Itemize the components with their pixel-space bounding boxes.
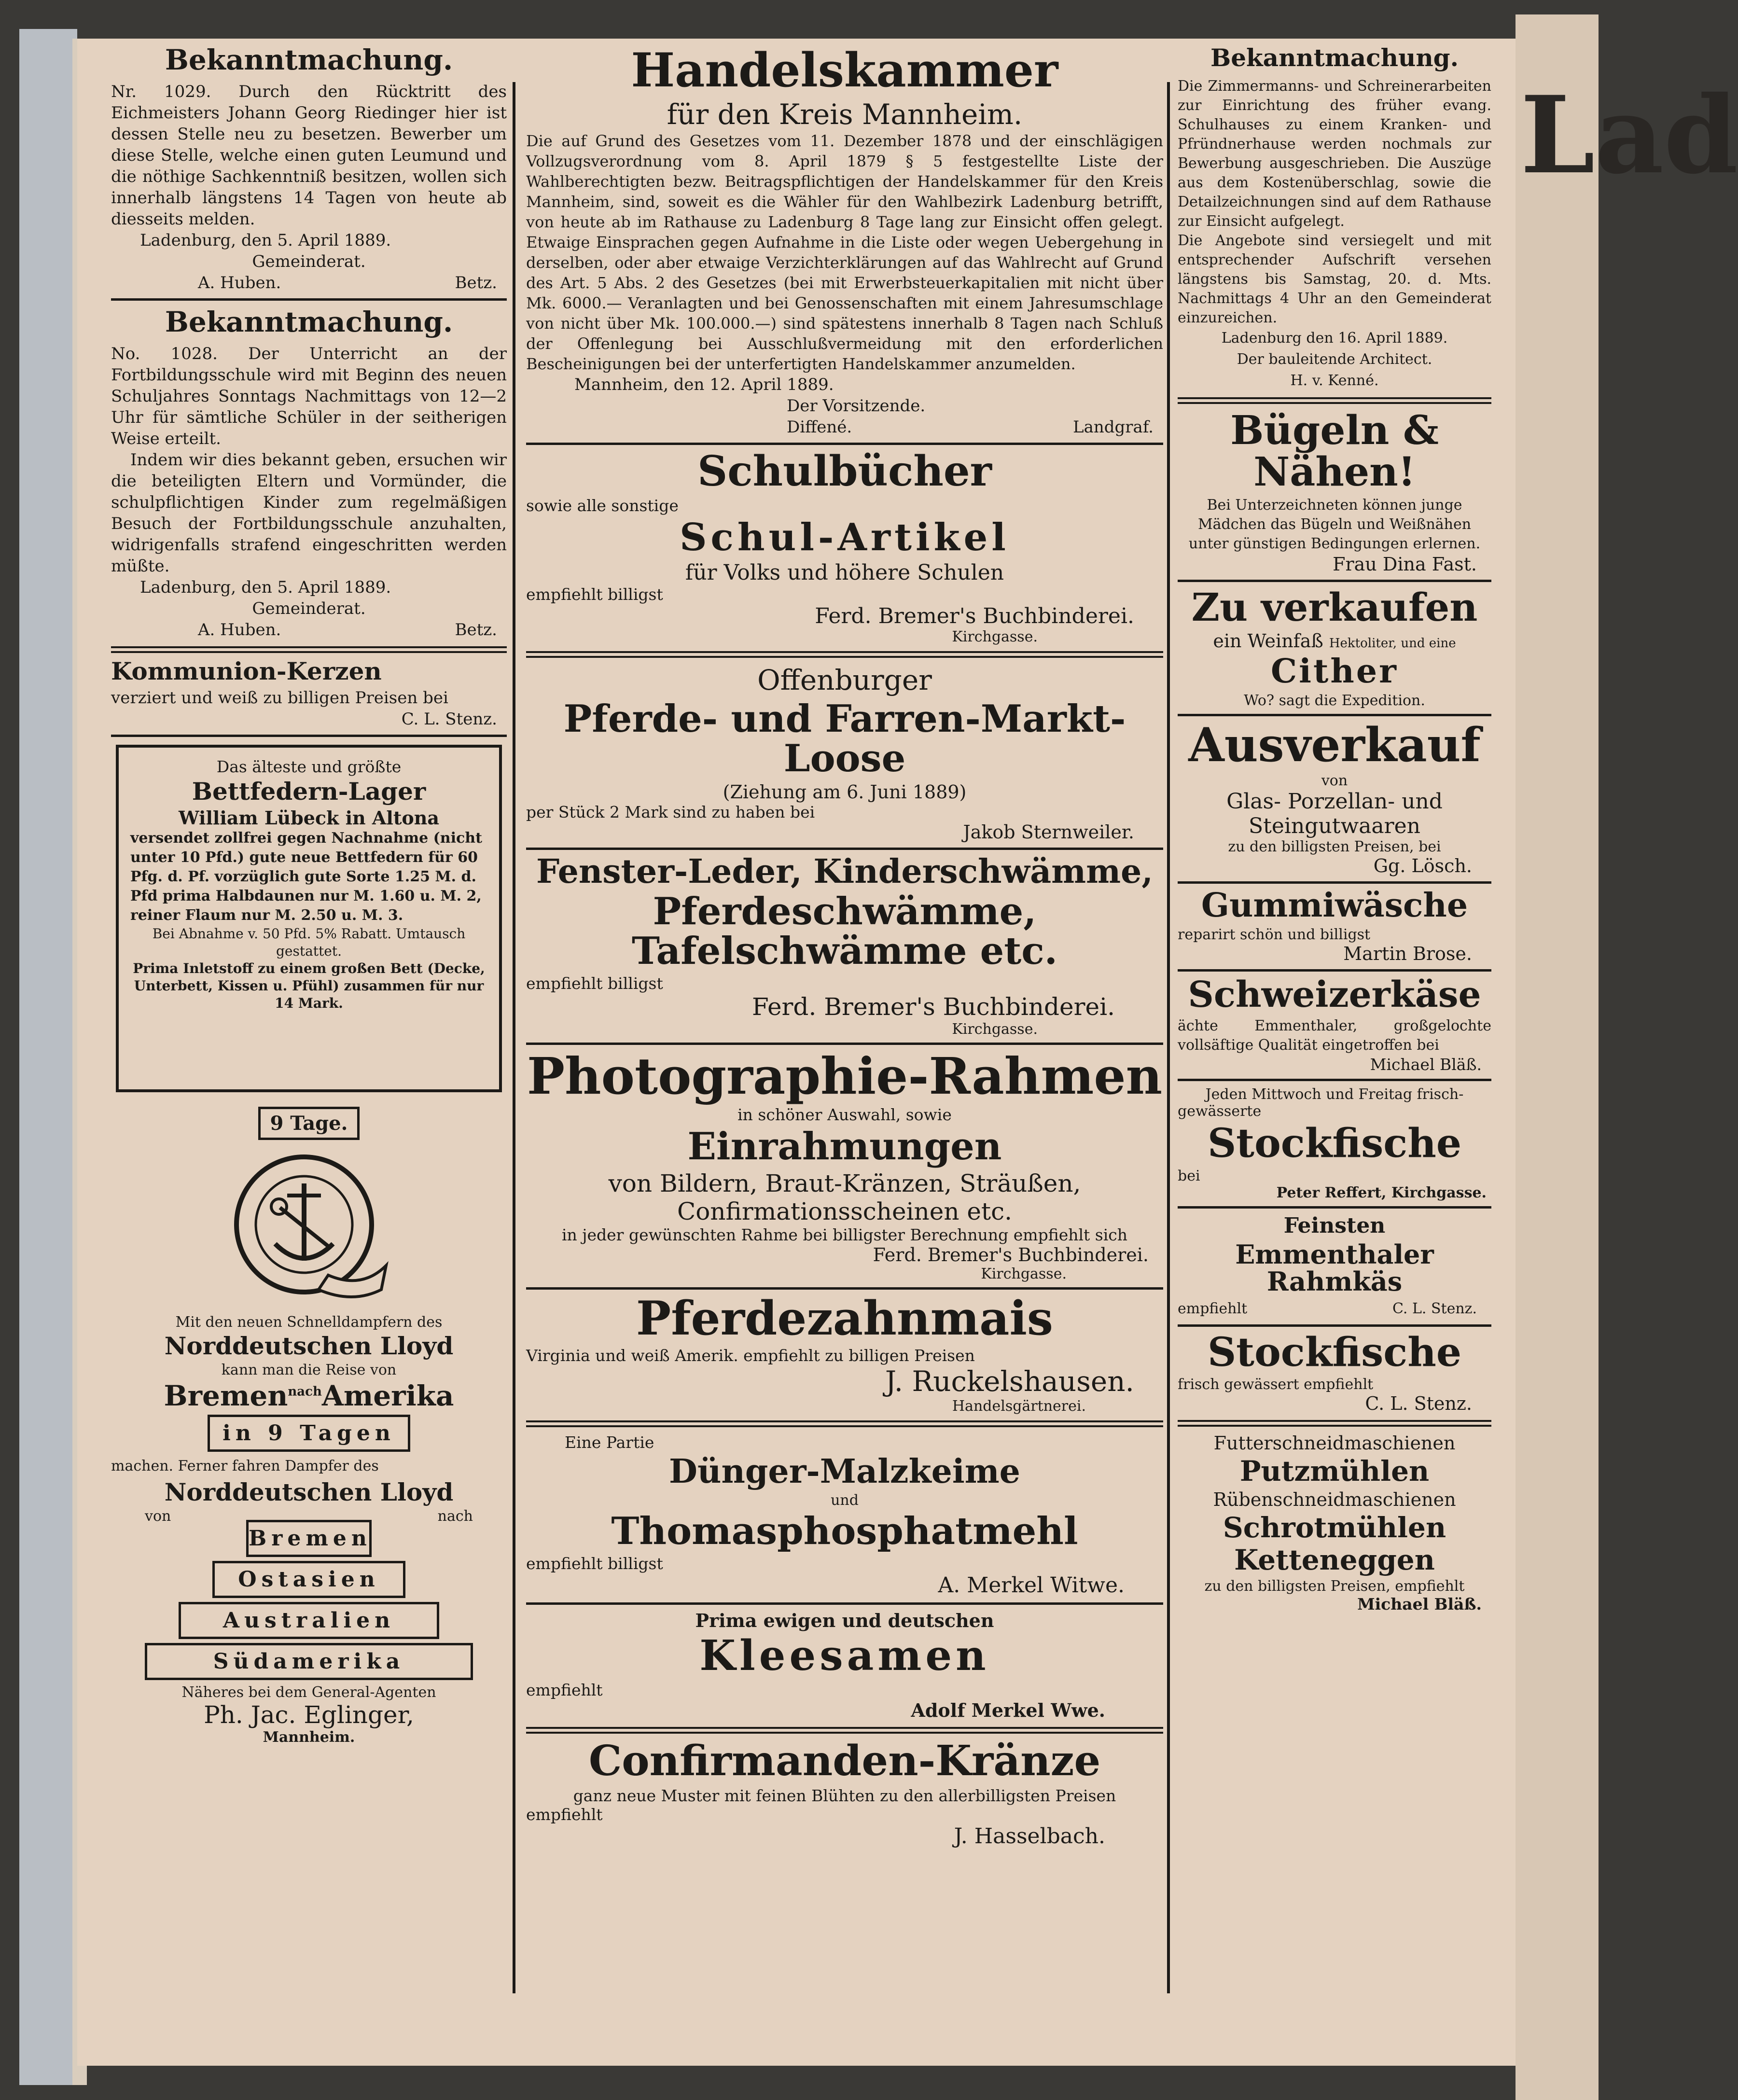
ad-maschinen bbox=[1178, 1432, 1491, 1613]
ad-pferdezahnmais bbox=[526, 1291, 1163, 1415]
ad-title: Stockfische bbox=[1207, 1329, 1462, 1376]
company-name: Norddeutschen Lloyd bbox=[164, 1477, 454, 1506]
ad-line: von Bildern, Braut-Kränzen, Sträußen, bbox=[608, 1169, 1081, 1198]
lloyd-anchor-key-logo-icon bbox=[222, 1145, 396, 1309]
ad-seller: Gg. Lösch. bbox=[1373, 855, 1472, 877]
ad-line: zu den billigsten Preisen, empfiehlt bbox=[1204, 1577, 1465, 1595]
ad-line: empfiehlt bbox=[526, 1805, 603, 1824]
ad-line: in jeder gewünschten Rahme bei billigster Berechnung empfiehlt sich bbox=[561, 1225, 1128, 1245]
ad-title: Kommunion-Kerzen bbox=[111, 657, 382, 685]
divider bbox=[526, 1043, 1163, 1045]
ad-line: Feinsten bbox=[1283, 1213, 1386, 1238]
ad-stockfische-reffert bbox=[1178, 1086, 1491, 1201]
ad-buegeln-naehen bbox=[1178, 407, 1491, 575]
ad-seller: A. Merkel Witwe. bbox=[938, 1573, 1125, 1598]
ad-seller: Ferd. Bremer's Buchbinderei. bbox=[873, 1244, 1149, 1266]
divider bbox=[1178, 881, 1491, 884]
ad-line: empfiehlt billigst bbox=[526, 974, 663, 993]
notice-signer: A. Huben. bbox=[198, 620, 281, 640]
notice-signer-suffix: Betz. bbox=[455, 273, 497, 292]
ad-title: Ausverkauf bbox=[1188, 717, 1481, 772]
ad-schwaemme bbox=[526, 852, 1163, 1038]
ad-title: Photographie-Rahmen bbox=[527, 1046, 1163, 1106]
next-page-heading: Lad bbox=[1520, 72, 1738, 197]
route-from: Bremen bbox=[164, 1379, 288, 1412]
notice-authority: Gemeinderat. bbox=[252, 599, 366, 618]
divider bbox=[526, 651, 1163, 658]
divider bbox=[1178, 969, 1491, 972]
ad-trade: Handelsgärtnerei. bbox=[952, 1397, 1086, 1415]
ad-line: reparirt schön und billigst bbox=[1178, 926, 1371, 943]
days-tag: 9 Tage. bbox=[258, 1107, 360, 1140]
ad-title: Schul-Artikel bbox=[680, 515, 1010, 560]
destination-australien: Australien bbox=[179, 1602, 439, 1639]
ad-line: per Stück 2 Mark sind zu haben bei bbox=[526, 802, 815, 821]
ad-seller: Martin Brose. bbox=[1343, 943, 1472, 964]
ad-line: bei bbox=[1178, 1167, 1200, 1184]
binding-board bbox=[19, 29, 77, 2085]
ad-chair: Der Vorsitzende. bbox=[787, 396, 926, 416]
ad-body: Die auf Grund des Gesetzes vom 11. Dezember 1878 und der einschlägigen Vollzugsverordnung vom 8. April 1879 § 5 festgestellte Liste der Wahlberechtigten bezw. Beitragspflichtigen der Handelskammer für den Kreis Mannheim, sind, soweit es die Wähler für den Wahlbezirk Ladenburg betrifft, von heute ab im Rathause zu Ladenburg 8 Tage lang zur Einsicht offen gelegt. Etwaige Einsprachen gegen Aufnahme in die Liste oder wegen Uebergehung in derselben, oder aber etwaige Verzichterklärungen auf das Wahlrecht auf Grund des Art. 5 Abs. 2 des Gesetzes (bei mit Erwerbsteuerkapitalien mit nicht über Mk. 6000.— Veranlagten und bei Genossenschaften mit einem Jahresumschlage von nicht über Mk. 100.000.—) sind spätestens innerhalb 8 Tagen nach Schluß der Offenlegung bei Ausschlußvermeidung mit den erforderlichen Bescheinigungen bei der unterfertigten Handelskammer anzumelden. bbox=[526, 131, 1163, 373]
ad-signer: Frau Dina Fast. bbox=[1333, 554, 1477, 575]
notice-body: Indem wir dies bekannt geben, ersuchen wir die beteiligten Eltern und Vormünder, die schulpflichtigen Kinder zum regelmäßigen Besuch der Fortbildungsschule anzuhalten, widrigenfalls strafend eingeschritten werden müßte. bbox=[111, 450, 507, 576]
ad-line: in schöner Auswahl, sowie bbox=[737, 1105, 952, 1125]
ad-line: und bbox=[831, 1492, 859, 1509]
notice-title: Bekanntmachung. bbox=[1210, 43, 1459, 72]
ad-title: Putzmühlen bbox=[1239, 1455, 1430, 1488]
ad-title: Gummiwäsche bbox=[1201, 886, 1468, 925]
column-rule bbox=[513, 82, 515, 1993]
notice-body: Nr. 1029. Durch den Rücktritt des Eichmeisters Johann Georg Riedinger hier ist dessen Stelle neu zu besetzen. Bewerber um diese Stelle, welche einen guten Leumund und die nöthige Sachkenntniß besitzen, wollen sich innerhalb längstens 14 Tagen von heute ab diesseits melden. bbox=[111, 82, 507, 229]
ad-title: Bügeln & Nähen! bbox=[1230, 407, 1439, 496]
ad-line: Eine Partie bbox=[565, 1432, 654, 1452]
divider bbox=[1178, 1420, 1491, 1427]
ad-line: Steingutwaaren bbox=[1249, 814, 1420, 839]
days-box: in 9 Tagen bbox=[208, 1415, 410, 1452]
ad-line: ganz neue Muster mit feinen Blühten zu den allerbilligsten Preisen bbox=[573, 1786, 1116, 1805]
ad-line: zu den billigsten Preisen, bei bbox=[1228, 838, 1441, 856]
ad-title: Pferdeschwämme, Tafelschwämme etc. bbox=[632, 890, 1057, 974]
notice-body: No. 1028. Der Unterricht an der Fortbildungsschule wird mit Beginn des neuen Schuljahres Sonntags Nachmittags von 12—2 Uhr für sämtliche Schüler in der seitherigen Weise erteilt. bbox=[111, 344, 507, 448]
ad-date: Mannheim, den 12. April 1889. bbox=[574, 375, 834, 394]
divider bbox=[526, 1420, 1163, 1427]
notice-signer: H. v. Kenné. bbox=[1290, 372, 1379, 389]
notice-eichmeister bbox=[111, 43, 507, 293]
column-rule bbox=[1167, 82, 1170, 1993]
ad-line: kann man die Reise von bbox=[221, 1362, 397, 1378]
route-to: Amerika bbox=[321, 1379, 454, 1412]
ad-emmenthaler-rahmkaes bbox=[1178, 1213, 1491, 1320]
ad-line: empfiehlt bbox=[1178, 1300, 1248, 1317]
ad-line-part: ein Weinfaß bbox=[1213, 630, 1323, 652]
notice-authority: Gemeinderat. bbox=[252, 252, 366, 271]
ad-seller: J. Hasselbach. bbox=[954, 1823, 1105, 1849]
notice-title: Bekanntmachung. bbox=[165, 43, 453, 76]
ad-seller: Adolf Merkel Wwe. bbox=[911, 1699, 1105, 1722]
ad-pferdemarkt-loose bbox=[526, 664, 1163, 843]
ad-title: Zu verkaufen bbox=[1191, 584, 1478, 630]
notice-body: Die Angebote sind versiegelt und mit entsprechender Aufschrift versehen längstens bis Samstag, 20. d. Mts. Nachmittags 4 Uhr an den Gemeinderat einzureichen. bbox=[1178, 232, 1491, 326]
ad-line: machen. Ferner fahren Dampfer des bbox=[111, 1457, 379, 1474]
ad-title: Thomasphosphatmehl bbox=[611, 1509, 1078, 1554]
divider bbox=[1178, 397, 1491, 404]
divider bbox=[1178, 1206, 1491, 1209]
ad-title: Bettfedern-Lager bbox=[192, 777, 426, 806]
ad-line: für Volks und höhere Schulen bbox=[685, 560, 1004, 585]
ad-handelskammer bbox=[526, 43, 1163, 438]
ad-line: Jeden Mittwoch und Freitag frisch- bbox=[1205, 1086, 1464, 1103]
ad-line: Das älteste und größte bbox=[216, 757, 402, 776]
ad-stockfische-stenz bbox=[1178, 1329, 1491, 1415]
ad-title: Stockfische bbox=[1207, 1120, 1462, 1167]
ad-seller: Michael Bläß. bbox=[1370, 1055, 1482, 1074]
destination-bremen: Bremen bbox=[246, 1520, 372, 1557]
notice-signature bbox=[111, 619, 507, 640]
ad-subtitle: für den Kreis Mannheim. bbox=[667, 97, 1023, 131]
ad-title: Ketteneggen bbox=[1234, 1543, 1435, 1576]
ad-body: Bei Unterzeichneten können junge Mädchen das Bügeln und Weißnähen unter günstigen Bedingungen erlernen. bbox=[1188, 497, 1481, 553]
notice-signer: A. Huben. bbox=[198, 273, 281, 292]
ad-line: Futterschneidmaschienen bbox=[1213, 1432, 1456, 1454]
ad-title: Cither bbox=[1271, 652, 1398, 691]
ad-line: empfiehlt bbox=[526, 1681, 603, 1700]
ad-line: Glas- Porzellan- und bbox=[1226, 789, 1443, 814]
ad-line: frisch gewässert empfiehlt bbox=[1178, 1376, 1374, 1393]
divider bbox=[111, 298, 507, 301]
notice-fortbildungsschule bbox=[111, 306, 507, 640]
notice-signer-suffix: Betz. bbox=[455, 620, 497, 640]
middle-column bbox=[526, 43, 1163, 1849]
ad-title: Kleesamen bbox=[699, 1631, 990, 1681]
ad-seller: Jakob Sternweiler. bbox=[963, 821, 1134, 843]
ad-ausverkauf bbox=[1178, 717, 1491, 877]
divider bbox=[526, 1727, 1163, 1734]
route-title bbox=[111, 1381, 507, 1411]
ad-body: verziert und weiß zu billigen Preisen bei bbox=[111, 688, 448, 708]
ad-seller: C. L. Stenz. bbox=[401, 709, 497, 729]
ad-title: Handelskammer bbox=[631, 43, 1058, 97]
ad-body: Prima Inletstoff zu einem großen Bett (Decke, Unterbett, Kissen u. Pfühl) zusammen für nur 14 Mark. bbox=[133, 960, 485, 1011]
ad-title: Fenster-Leder, Kinderschwämme, bbox=[536, 852, 1153, 891]
von-label: von bbox=[145, 1508, 171, 1525]
right-column bbox=[1178, 43, 1491, 1613]
company-name: Norddeutschen Lloyd bbox=[164, 1331, 454, 1360]
divider bbox=[526, 1602, 1163, 1605]
ad-line: von bbox=[1321, 772, 1348, 790]
notice-schulhaus bbox=[1178, 43, 1491, 391]
ad-line: sowie alle sonstige bbox=[526, 496, 679, 515]
ad-seller: J. Ruckelshausen. bbox=[885, 1364, 1134, 1398]
ad-seller: Ferd. Bremer's Buchbinderei. bbox=[815, 603, 1134, 628]
ad-title: Pferde- und Farren-Markt-Loose bbox=[563, 696, 1126, 780]
ad-street: Kirchgasse. bbox=[952, 628, 1038, 645]
ad-kommunion-kerzen bbox=[111, 659, 507, 730]
ad-title: Schweizerkäse bbox=[1188, 974, 1481, 1015]
divider bbox=[1178, 580, 1491, 582]
agent-line: Näheres bei dem General-Agenten bbox=[181, 1684, 436, 1701]
ad-seller: C. L. Stenz. bbox=[1365, 1393, 1472, 1415]
ad-line: Confirmationsscheinen etc. bbox=[677, 1197, 1012, 1226]
ad-line: Prima ewigen und deutschen bbox=[695, 1610, 994, 1632]
ad-bettfedern bbox=[116, 745, 502, 1092]
ad-duenger bbox=[526, 1433, 1163, 1598]
divider bbox=[526, 848, 1163, 850]
ad-street: Kirchgasse. bbox=[981, 1266, 1067, 1283]
ad-line: empfiehlt billigst bbox=[526, 1554, 663, 1573]
ad-seller: Ferd. Bremer's Buchbinderei. bbox=[751, 992, 1115, 1021]
divider bbox=[526, 1287, 1163, 1290]
ad-seller: Peter Reffert, Kirchgasse. bbox=[1276, 1184, 1487, 1201]
signer-right: Landgraf. bbox=[1073, 417, 1154, 437]
ad-line: (Ziehung am 6. Juni 1889) bbox=[723, 781, 967, 803]
notice-architect: Der bauleitende Architect. bbox=[1237, 351, 1432, 368]
ad-confirmanden-kraenze bbox=[526, 1739, 1163, 1848]
ad-title: Pferdezahnmais bbox=[636, 1291, 1053, 1346]
ad-body: ächte Emmenthaler, großgelochte vollsäftige Qualität eingetroffen bei bbox=[1178, 1017, 1491, 1054]
ad-title: Einrahmungen bbox=[687, 1125, 1002, 1169]
divider bbox=[111, 646, 507, 653]
ad-line: gewässerte bbox=[1178, 1103, 1262, 1120]
ad-schweizerkaese bbox=[1178, 976, 1491, 1074]
ad-line-part: Hektoliter, und eine bbox=[1329, 636, 1456, 651]
ad-body: Bei Abnahme v. 50 Pfd. 5% Rabatt. Umtausch gestattet. bbox=[152, 926, 466, 959]
signer-left: Diffené. bbox=[787, 417, 852, 437]
destination-suedamerika: Südamerika bbox=[145, 1643, 473, 1680]
agent-name: Ph. Jac. Eglinger, bbox=[204, 1701, 414, 1729]
notice-body: Die Zimmermanns- und Schreinerarbeiten zur Einrichtung des früher evang. Schulhauses zu einem Kranken- und Pfründnerhause werden nochmals zur Bewerbung ausgeschrieben. Die Auszüge aus dem Kostenüberschlag, sowie die Detailzeichnungen sind auf dem Rathause zur Einsicht aufgelegt. bbox=[1178, 78, 1491, 230]
ad-signatures bbox=[526, 417, 1163, 438]
ad-line: Mit den neuen Schnelldampfern des bbox=[175, 1313, 443, 1331]
ad-street: Kirchgasse. bbox=[952, 1020, 1038, 1038]
ad-schulbuecher bbox=[526, 446, 1163, 645]
destination-ostasien: Ostasien bbox=[212, 1561, 405, 1598]
divider bbox=[526, 443, 1163, 445]
ad-line: Offenburger bbox=[757, 663, 932, 696]
ad-line: Rübenschneidmaschienen bbox=[1213, 1488, 1456, 1510]
ad-line bbox=[1178, 630, 1491, 652]
route-nach: nach bbox=[288, 1384, 322, 1399]
next-page-fragment bbox=[1516, 14, 1738, 2100]
ad-kleesamen bbox=[526, 1610, 1163, 1721]
ad-line: empfiehlt billigst bbox=[526, 584, 663, 604]
ad-body: versendet zollfrei gegen Nachnahme (nicht unter 10 Pfd.) gute neue Bettfedern für 60 Pfg. d. Pf. vorzüglich gute Sorte 1.25 M. d. Pfd prima Halbdaunen nur M. 1.60 u. M. 2, reiner Flaum nur M. 2.50 u. M. 3. bbox=[130, 830, 482, 924]
ad-line: Wo? sagt die Expedition. bbox=[1244, 692, 1425, 709]
divider bbox=[1178, 714, 1491, 716]
ad-title: Dünger-Malzkeime bbox=[669, 1452, 1020, 1491]
left-column bbox=[111, 43, 507, 1746]
ad-footer bbox=[1178, 1298, 1491, 1320]
agent-city: Mannheim. bbox=[263, 1729, 355, 1746]
ad-seller: Michael Bläß. bbox=[1357, 1594, 1482, 1613]
ad-firm: William Lübeck in Altona bbox=[179, 807, 439, 829]
ad-norddeutscher-lloyd bbox=[111, 1107, 507, 1746]
divider bbox=[111, 735, 507, 737]
notice-signature bbox=[111, 272, 507, 293]
ad-title: Confirmanden-Kränze bbox=[588, 1737, 1101, 1786]
ad-photographie-rahmen bbox=[526, 1046, 1163, 1283]
ad-zu-verkaufen bbox=[1178, 584, 1491, 709]
ad-title: Schrotmühlen bbox=[1223, 1511, 1446, 1544]
ad-seller: C. L. Stenz. bbox=[1392, 1300, 1477, 1317]
ad-line: Virginia und weiß Amerik. empfiehlt zu billigen Preisen bbox=[526, 1346, 975, 1365]
notice-date: Ladenburg, den 5. April 1889. bbox=[140, 231, 391, 250]
notice-title: Bekanntmachung. bbox=[165, 306, 453, 338]
nach-label: nach bbox=[437, 1508, 473, 1525]
ad-gummiwaesche bbox=[1178, 886, 1491, 964]
divider bbox=[1178, 1079, 1491, 1081]
divider bbox=[1178, 1324, 1491, 1327]
notice-date: Ladenburg, den 5. April 1889. bbox=[140, 578, 391, 597]
ad-title: Emmenthaler Rahmkäs bbox=[1235, 1238, 1434, 1297]
ad-title: Schulbücher bbox=[697, 446, 992, 496]
notice-date: Ladenburg den 16. April 1889. bbox=[1221, 330, 1448, 347]
